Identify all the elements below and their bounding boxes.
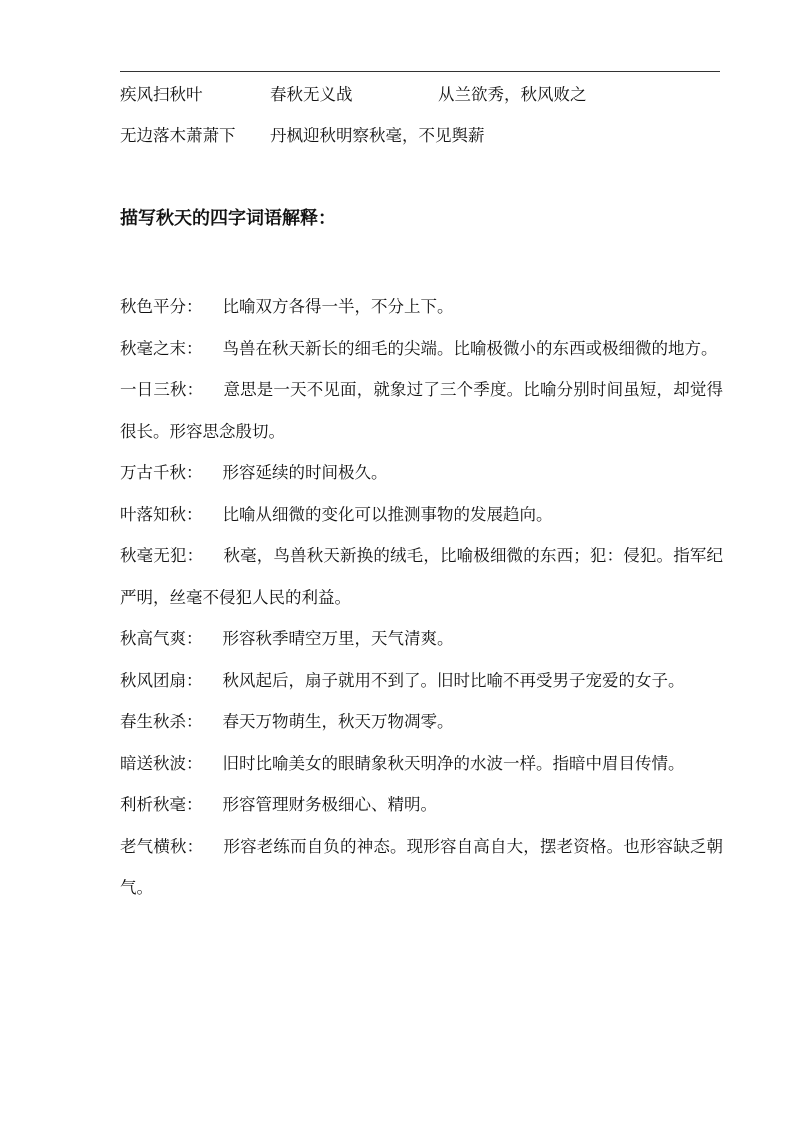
entry-definition: 形容延续的时间极久。 [222, 463, 388, 482]
definition-entry [120, 660, 723, 702]
definition-entry [120, 784, 723, 826]
entry-definition: 形容管理财务极细心、精明。 [222, 795, 437, 814]
entry-term: 秋毫无犯： [120, 546, 204, 565]
definition-entry [120, 535, 723, 618]
horizontal-rule [120, 71, 720, 72]
entry-definition: 形容秋季晴空万里，天气清爽。 [222, 629, 454, 648]
phrase: 丹枫迎秋明察秋毫，不见舆薪 [270, 126, 485, 145]
definition-entry [120, 369, 723, 452]
entry-definition: 形容老练而自负的神态。现形容自高自大，摆老资格。也形容缺乏朝气。 [120, 836, 724, 897]
entry-definition: 比喻双方各得一半，不分上下。 [222, 297, 454, 316]
entry-definition: 比喻从细微的变化可以推测事物的发展趋向。 [222, 504, 553, 524]
entry-term: 利析秋毫： [120, 795, 203, 814]
definition-entry [120, 701, 723, 743]
entry-term: 万古千秋： [120, 463, 203, 482]
definition-entry [120, 494, 723, 536]
entry-definition: 鸟兽在秋天新长的细毛的尖端。比喻极微小的东西或极细微的地方。 [222, 338, 718, 358]
phrase: 无边落木萧萧下 [120, 126, 236, 145]
entry-term: 秋高气爽： [120, 629, 203, 648]
definition-entry [120, 618, 723, 660]
definition-entry [120, 743, 723, 785]
definition-entry [120, 826, 723, 909]
entry-definition: 春天万物萌生，秋天万物凋零。 [222, 712, 454, 731]
entry-definition: 秋毫，鸟兽秋天新换的绒毛，比喻极细微的东西；犯：侵犯。指军纪严明，丝毫不侵犯人民的利益。 [120, 546, 724, 607]
definition-entry [120, 452, 723, 494]
phrase: 疾风扫秋叶 [120, 85, 203, 104]
entry-term: 暗送秋波： [120, 753, 203, 773]
entry-term: 一日三秋： [120, 380, 204, 399]
entry-definition: 秋风起后，扇子就用不到了。旧时比喻不再受男子宠爱的女子。 [222, 670, 685, 690]
entry-term: 老气横秋： [120, 836, 204, 856]
entry-definition: 意思是一天不见面，就象过了三个季度。比喻分别时间虽短，却觉得很长。形容思念殷切。 [120, 380, 724, 441]
phrase: 春秋无义战 [270, 85, 353, 104]
entry-term: 秋毫之末： [120, 338, 203, 358]
entry-definition: 旧时比喻美女的眼睛象秋天明净的水波一样。指暗中眉目传情。 [222, 753, 685, 773]
definition-list [120, 286, 723, 909]
definition-entry [120, 328, 723, 370]
entry-term: 叶落知秋： [120, 504, 203, 524]
entry-term: 秋色平分： [120, 297, 203, 316]
entry-term: 春生秋杀： [120, 712, 203, 731]
entry-term: 秋风团扇： [120, 670, 203, 690]
section-heading: 描写秋天的四字词语解释： [120, 208, 336, 229]
phrase: 从兰欲秀，秋风败之 [438, 85, 587, 104]
definition-entry [120, 286, 723, 328]
